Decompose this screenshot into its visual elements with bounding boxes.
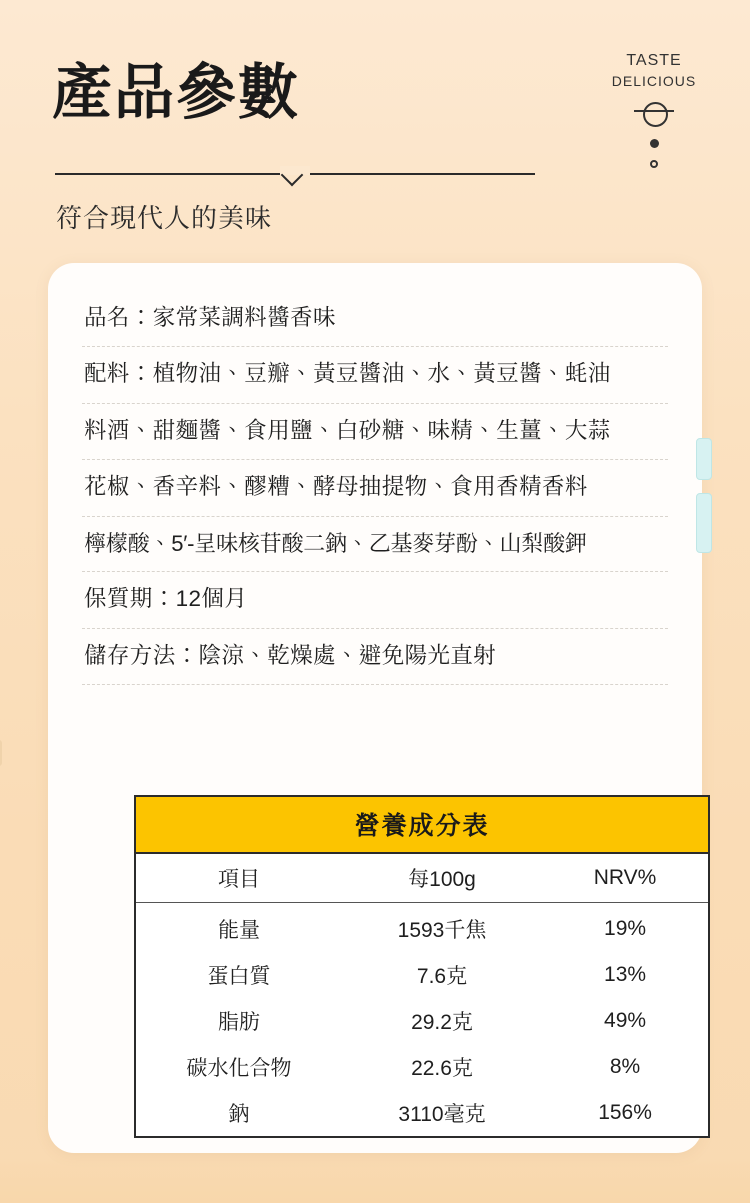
table-row — [136, 1044, 708, 1090]
cell-per100g: 7.6克 — [416, 965, 468, 988]
cell-per100g: 1593千焦 — [397, 919, 487, 942]
table-row — [136, 998, 708, 1044]
badge-line-taste: TASTE — [626, 52, 682, 69]
planet-icon — [634, 99, 674, 127]
column-header-nrv: NRV% — [542, 854, 708, 903]
cell-item: 能量 — [217, 919, 260, 942]
side-tab-upper — [696, 438, 712, 480]
cell-per100g: 29.2克 — [411, 1011, 473, 1034]
table-row — [136, 1090, 708, 1136]
title-block — [52, 58, 532, 128]
product-info-card — [48, 263, 702, 1153]
dot-filled-icon — [650, 139, 659, 148]
cell-nrv: 19% — [604, 917, 647, 940]
cell-item: 蛋白質 — [207, 965, 271, 988]
chevron-down-icon — [282, 166, 308, 184]
nutrition-table-title: 營養成分表 — [136, 797, 708, 854]
cell-item: 鈉 — [228, 1103, 250, 1126]
cell-item: 碳水化合物 — [186, 1057, 292, 1080]
info-row: 品名：家常菜調料醬香味 — [82, 297, 668, 347]
badge-line-delicious: DELICIOUS — [611, 73, 697, 89]
column-header-per100g: 每100g — [342, 854, 542, 903]
info-row: 儲存方法：陰涼、乾燥處、避免陽光直射 — [82, 629, 668, 685]
product-info-list — [82, 297, 668, 685]
page-subtitle: 符合現代人的美味 — [56, 203, 273, 233]
info-row: 保質期：12個月 — [82, 572, 668, 628]
dot-outline-icon — [650, 160, 658, 168]
table-header-row — [136, 854, 708, 903]
table-row — [136, 903, 708, 953]
cell-nrv: 156% — [598, 1101, 652, 1124]
cell-per100g: 3110毫克 — [398, 1103, 486, 1126]
cell-nrv: 49% — [604, 1009, 647, 1032]
cell-nrv: 8% — [609, 1055, 641, 1078]
info-row: 料酒、甜麵醬、食用鹽、白砂糖、味精、生薑、大蒜 — [82, 404, 668, 460]
info-row: 檸檬酸、5′-呈味核苷酸二鈉、乙基麥芽酚、山梨酸鉀 — [82, 517, 668, 573]
column-header-item: 項目 — [136, 854, 342, 903]
taste-badge — [594, 52, 714, 168]
side-tab-lower — [696, 493, 712, 553]
table-row — [136, 952, 708, 998]
left-edge-notch — [0, 740, 2, 766]
bottom-gradient-strip — [0, 1153, 750, 1203]
nutrition-table — [134, 795, 710, 1138]
cell-item: 脂肪 — [217, 1011, 260, 1034]
page-header — [0, 0, 750, 250]
cell-per100g: 22.6克 — [411, 1057, 473, 1080]
cell-nrv: 13% — [604, 963, 647, 986]
page-title: 產品參數 — [52, 58, 300, 128]
title-divider — [55, 166, 535, 188]
info-row: 配料：植物油、豆瓣、黃豆醬油、水、黃豆醬、蚝油 — [82, 347, 668, 403]
info-row: 花椒、香辛料、醪糟、酵母抽提物、食用香精香料 — [82, 460, 668, 516]
